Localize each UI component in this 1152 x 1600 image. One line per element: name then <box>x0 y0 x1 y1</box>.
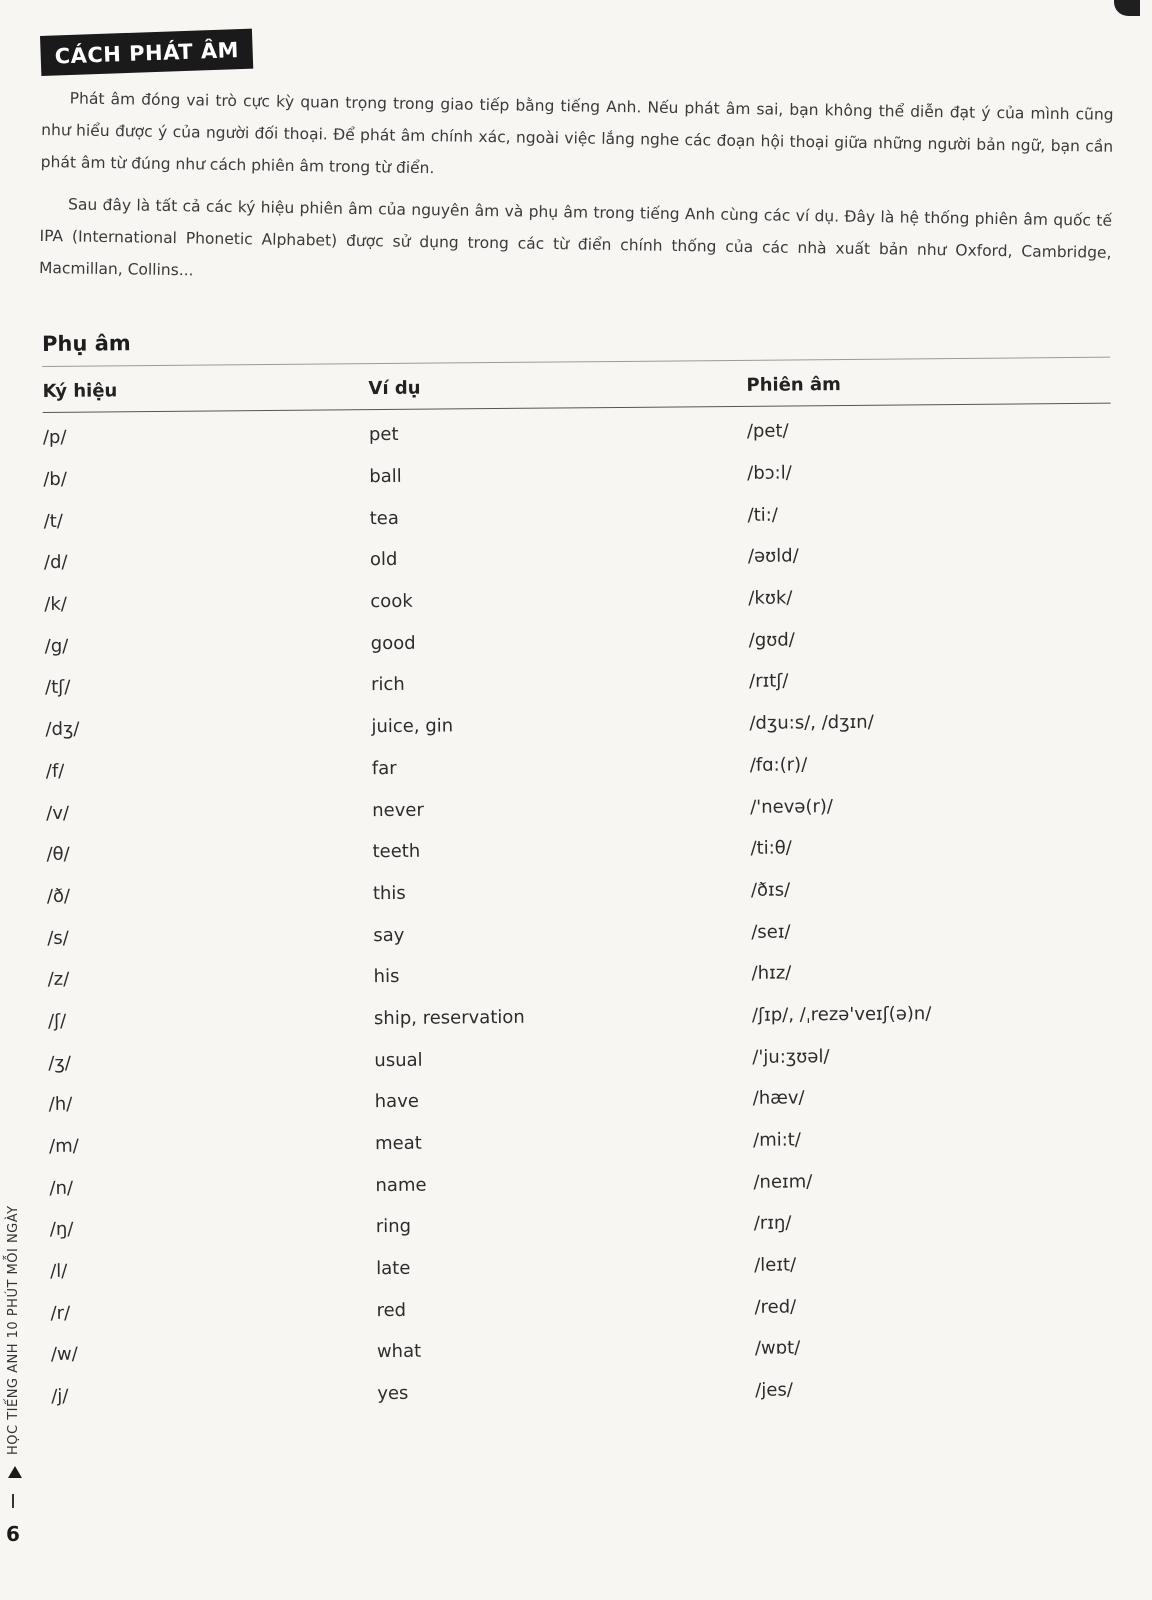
cell-example: good <box>370 632 416 654</box>
cell-example: far <box>371 757 397 779</box>
cell-symbol: /g/ <box>44 635 69 657</box>
cell-transcription: /leɪt/ <box>754 1254 797 1276</box>
cell-transcription: /'nevə(r)/ <box>750 795 833 818</box>
cell-symbol: /j/ <box>51 1385 69 1408</box>
cell-transcription: /seɪ/ <box>751 921 791 943</box>
cell-transcription: /hɪz/ <box>751 962 792 985</box>
section-badge: CÁCH PHÁT ÂM <box>40 29 254 76</box>
cell-symbol: /b/ <box>43 468 67 491</box>
cell-transcription: /dʒu:s/, /dʒɪn/ <box>749 711 874 734</box>
cell-example: teeth <box>372 840 421 863</box>
cell-example: ring <box>375 1216 412 1238</box>
cell-transcription: /jes/ <box>755 1379 793 1401</box>
cell-example: cook <box>370 590 413 613</box>
header-example: Ví dụ <box>368 377 421 400</box>
corner-mark <box>1114 0 1140 16</box>
cell-transcription: /fɑ:(r)/ <box>749 754 808 776</box>
table-header <box>42 358 1110 413</box>
cell-symbol: /d/ <box>43 552 68 574</box>
cell-example: ball <box>369 465 402 488</box>
table-body <box>43 408 1120 1418</box>
cell-example: ship, reservation <box>373 1006 525 1030</box>
divider <box>12 1494 14 1508</box>
cell-symbol: /w/ <box>50 1344 78 1366</box>
cell-symbol: /z/ <box>47 969 70 991</box>
cell-symbol: /ð/ <box>46 885 71 907</box>
cell-symbol: /ŋ/ <box>49 1219 74 1241</box>
cell-transcription: /ʃɪp/, /ˌrezə'veɪʃ(ə)n/ <box>751 1003 932 1026</box>
cell-example: what <box>376 1341 422 1363</box>
cell-example: tea <box>369 507 399 529</box>
cell-symbol: /n/ <box>49 1177 74 1199</box>
table-title: Phụ âm <box>42 331 131 356</box>
cell-example: late <box>376 1257 411 1280</box>
sidebar-book-title: HỌC TIẾNG ANH 10 PHÚT MỖI NGÀY <box>6 1205 21 1455</box>
header-symbol: Ký hiệu <box>42 380 118 402</box>
cell-symbol: /s/ <box>47 927 69 949</box>
cell-symbol: /θ/ <box>46 843 70 866</box>
cell-transcription: /kʊk/ <box>748 587 793 609</box>
cell-transcription: /bɔ:l/ <box>747 462 792 484</box>
cell-transcription: /ti:θ/ <box>750 837 792 860</box>
cell-symbol: /m/ <box>49 1135 79 1157</box>
cell-example: meat <box>375 1132 422 1155</box>
header-transcription: Phiên âm <box>746 374 841 396</box>
cell-transcription: /əʊld/ <box>747 545 799 568</box>
cell-symbol: /p/ <box>42 427 67 449</box>
cell-transcription: /ðɪs/ <box>750 879 791 901</box>
page-number: 6 <box>6 1522 20 1546</box>
table-row <box>51 1366 1119 1417</box>
cell-example: yes <box>377 1382 409 1405</box>
cell-symbol: /v/ <box>46 802 70 824</box>
intro-paragraph: Phát âm đóng vai trò cực kỳ quan trọng trong giao tiếp bằng tiếng Anh. Nếu phát âm sai, bạn không thể diễn đạt ý của mình cũng như hiểu được ý của người đối thoại. Để phát âm chính xác, ngoài việc lắng nghe các đoạn hội thoại giữa những người bản ngữ, bạn cần phát âm từ đúng như cách phiên âm trong từ điển. <box>40 89 1114 178</box>
cell-example: red <box>376 1299 407 1321</box>
cell-transcription: /wɒt/ <box>754 1337 801 1360</box>
cell-transcription: /gʊd/ <box>748 629 795 651</box>
cell-transcription: /rɪŋ/ <box>753 1212 792 1235</box>
cell-transcription: /pet/ <box>746 420 789 443</box>
cell-example: pet <box>368 424 399 446</box>
intro-text <box>39 82 1114 311</box>
cell-transcription: /red/ <box>754 1296 797 1318</box>
cell-example: usual <box>374 1049 423 1071</box>
arrow-icon <box>8 1466 22 1478</box>
cell-example: his <box>373 966 400 988</box>
cell-example: juice, gin <box>371 715 454 738</box>
cell-example: old <box>369 549 398 571</box>
intro-paragraph: Sau đây là tất cả các ký hiệu phiên âm của nguyên âm và phụ âm trong tiếng Anh cùng các ví dụ. Đây là hệ thống phiên âm quốc tế IPA (International Phonetic Alphabet) được sử dụng trong các từ điển chính thống của các nhà xuất bản như Oxford, Cambridge, Macmillan, Collins... <box>38 195 1113 280</box>
cell-symbol: /ʒ/ <box>48 1052 72 1074</box>
cell-symbol: /l/ <box>50 1260 68 1283</box>
cell-symbol: /ʃ/ <box>47 1010 67 1032</box>
cell-transcription: /'ju:ʒʊəl/ <box>752 1045 830 1068</box>
cell-symbol: /t/ <box>43 510 63 532</box>
cell-symbol: /r/ <box>50 1302 71 1324</box>
cell-transcription: /hæv/ <box>752 1087 805 1110</box>
cell-example: rich <box>371 674 405 696</box>
cell-transcription: /mi:t/ <box>752 1129 801 1151</box>
cell-symbol: /dʒ/ <box>45 718 80 741</box>
cell-example: never <box>372 799 424 821</box>
cell-example: have <box>374 1091 419 1113</box>
cell-symbol: /k/ <box>44 593 68 616</box>
cell-example: name <box>375 1174 427 1196</box>
consonant-table <box>42 323 1119 1418</box>
cell-transcription: /rɪtʃ/ <box>748 670 789 693</box>
cell-transcription: /neɪm/ <box>753 1171 813 1193</box>
cell-symbol: /h/ <box>48 1094 73 1116</box>
cell-symbol: /f/ <box>45 760 65 782</box>
cell-example: this <box>372 882 406 905</box>
cell-example: say <box>373 924 405 946</box>
cell-symbol: /tʃ/ <box>45 677 71 699</box>
cell-transcription: /ti:/ <box>747 504 778 526</box>
